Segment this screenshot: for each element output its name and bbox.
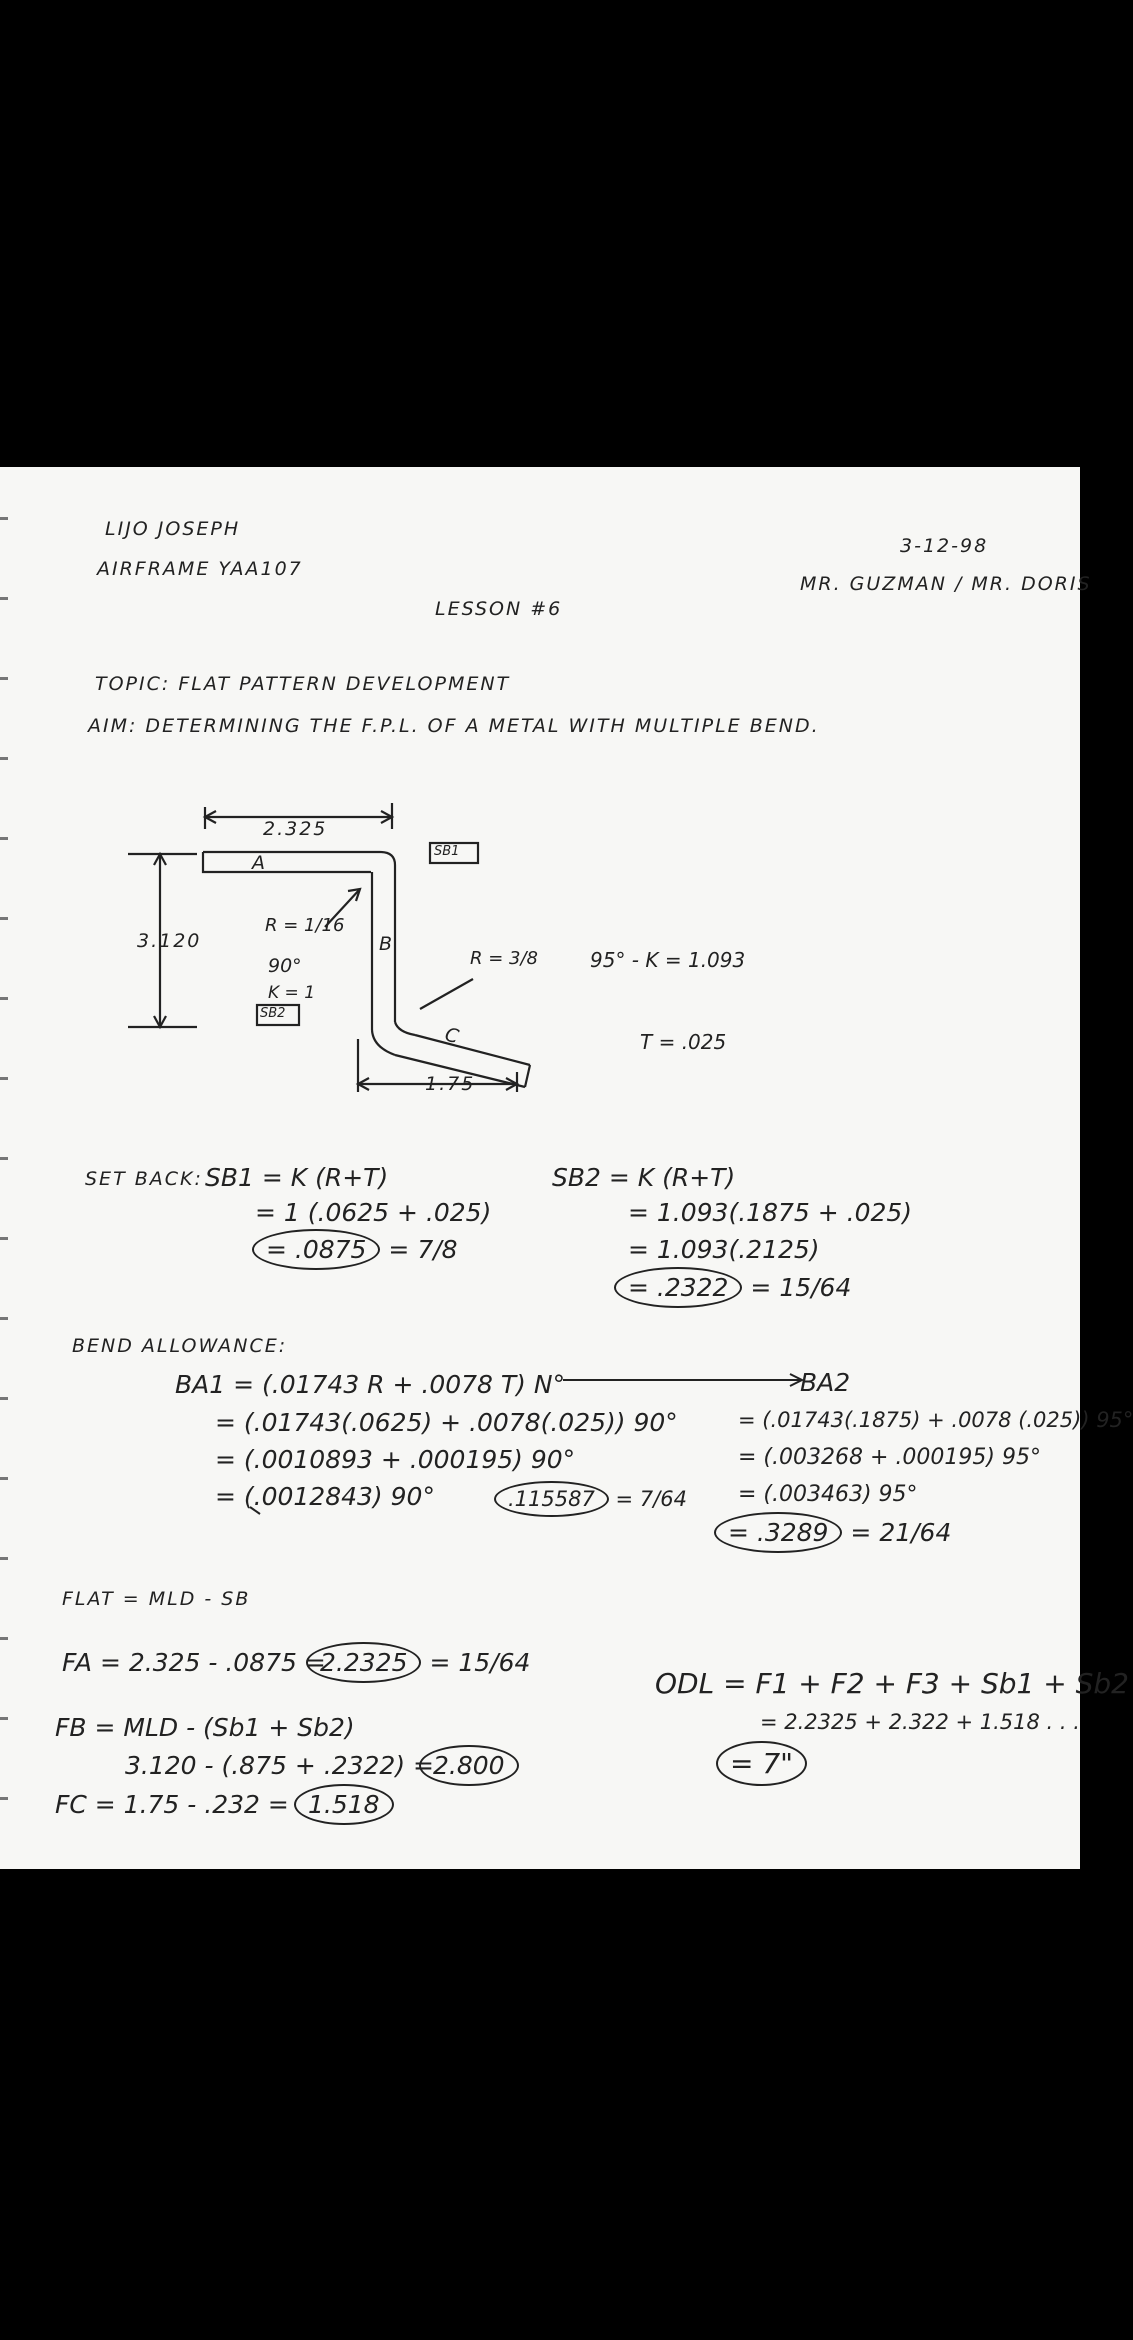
sb2-line3: = 1.093(.2125) xyxy=(628,1235,820,1264)
bend-title: BEND ALLOWANCE: xyxy=(72,1335,288,1357)
ba2-label: BA2 xyxy=(800,1368,851,1397)
thickness: T = .025 xyxy=(640,1030,727,1054)
part-c-label: C xyxy=(442,1023,463,1049)
student-name: LIJO JOSEPH xyxy=(105,518,241,540)
fc-line: FC = 1.75 - .232 = xyxy=(55,1790,289,1819)
class-code: AIRFRAME YAA107 xyxy=(97,558,303,580)
ba2-line4: = (.003463) 95° xyxy=(738,1482,918,1507)
angle-two-note: 95° - K = 1.093 xyxy=(590,948,746,972)
ba1-result: .115587 xyxy=(494,1481,609,1517)
lesson-number: LESSON #6 xyxy=(435,598,563,620)
ba2-line2: = (.01743(.1875) + .0078 (.025)) 95° xyxy=(738,1408,1133,1432)
fb-line2: 3.120 - (.875 + .2322) = xyxy=(125,1751,434,1780)
fa-line: FA = 2.325 - .0875 = xyxy=(62,1648,326,1677)
ba2-fraction: = 21/64 xyxy=(850,1518,952,1547)
sb2-fraction: = 15/64 xyxy=(750,1273,852,1302)
ba1-line1: BA1 = (.01743 R + .0078 T) N° xyxy=(175,1370,566,1399)
ba1-line3: = (.0010893 + .000195) 90° xyxy=(215,1445,576,1474)
radius-two: R = 3/8 xyxy=(470,948,539,969)
ba1-fraction: = 7/64 xyxy=(615,1487,687,1511)
radius-one: R = 1/16 xyxy=(265,915,345,936)
odl-formula: ODL = F1 + F2 + F3 + Sb1 + Sb2 xyxy=(655,1667,1129,1700)
notebook-page xyxy=(0,467,1133,1869)
ba2-result: = .3289 xyxy=(714,1512,842,1553)
fb-line1: FB = MLD - (Sb1 + Sb2) xyxy=(55,1713,355,1742)
dim-bottom-label: 1.75 xyxy=(425,1073,476,1095)
sb1-fraction: = 7/8 xyxy=(388,1235,458,1264)
fb-result: 2.800 xyxy=(419,1745,519,1786)
sb1-box-label: SB1 xyxy=(434,844,460,859)
fa-result: 2.2325 xyxy=(306,1642,421,1683)
dim-top-label: 2.325 xyxy=(263,818,328,840)
aim: AIM: DETERMINING THE F.P.L. OF A METAL WITH MULTIPLE BEND. xyxy=(88,715,820,737)
ba1-line4: = (.0012843) 90° xyxy=(215,1482,435,1511)
sb1-result: = .0875 xyxy=(252,1229,380,1270)
sb1-line2: = 1 (.0625 + .025) xyxy=(255,1198,492,1227)
sb1-line1: SB1 = K (R+T) xyxy=(205,1163,389,1192)
sb2-line2: = 1.093(.1875 + .025) xyxy=(628,1198,913,1227)
odl-result: = 7" xyxy=(716,1741,807,1786)
setback-title: SET BACK: xyxy=(85,1168,203,1190)
topic: TOPIC: FLAT PATTERN DEVELOPMENT xyxy=(95,673,511,695)
teachers: MR. GUZMAN / MR. DORIS xyxy=(800,573,1092,595)
odl-line2: = 2.2325 + 2.322 + 1.518 . . . xyxy=(760,1710,1080,1734)
angle-one: 90° xyxy=(268,955,302,977)
ba2-line3: = (.003268 + .000195) 95° xyxy=(738,1445,1041,1470)
date: 3-12-98 xyxy=(900,535,989,557)
k-one: K = 1 xyxy=(268,983,316,1003)
sb2-box-label: SB2 xyxy=(260,1006,286,1021)
part-b-label: B xyxy=(379,933,395,955)
part-a-label: A xyxy=(252,852,267,874)
fc-result: 1.518 xyxy=(294,1784,394,1825)
sb2-result: = .2322 xyxy=(614,1267,742,1308)
flat-title: FLAT = MLD - SB xyxy=(62,1588,251,1610)
sb2-line1: SB2 = K (R+T) xyxy=(552,1163,736,1192)
fa-fraction: = 15/64 xyxy=(429,1648,531,1677)
dim-left-label: 3.120 xyxy=(137,930,202,952)
ba1-line2: = (.01743(.0625) + .0078(.025)) 90° xyxy=(215,1408,678,1437)
